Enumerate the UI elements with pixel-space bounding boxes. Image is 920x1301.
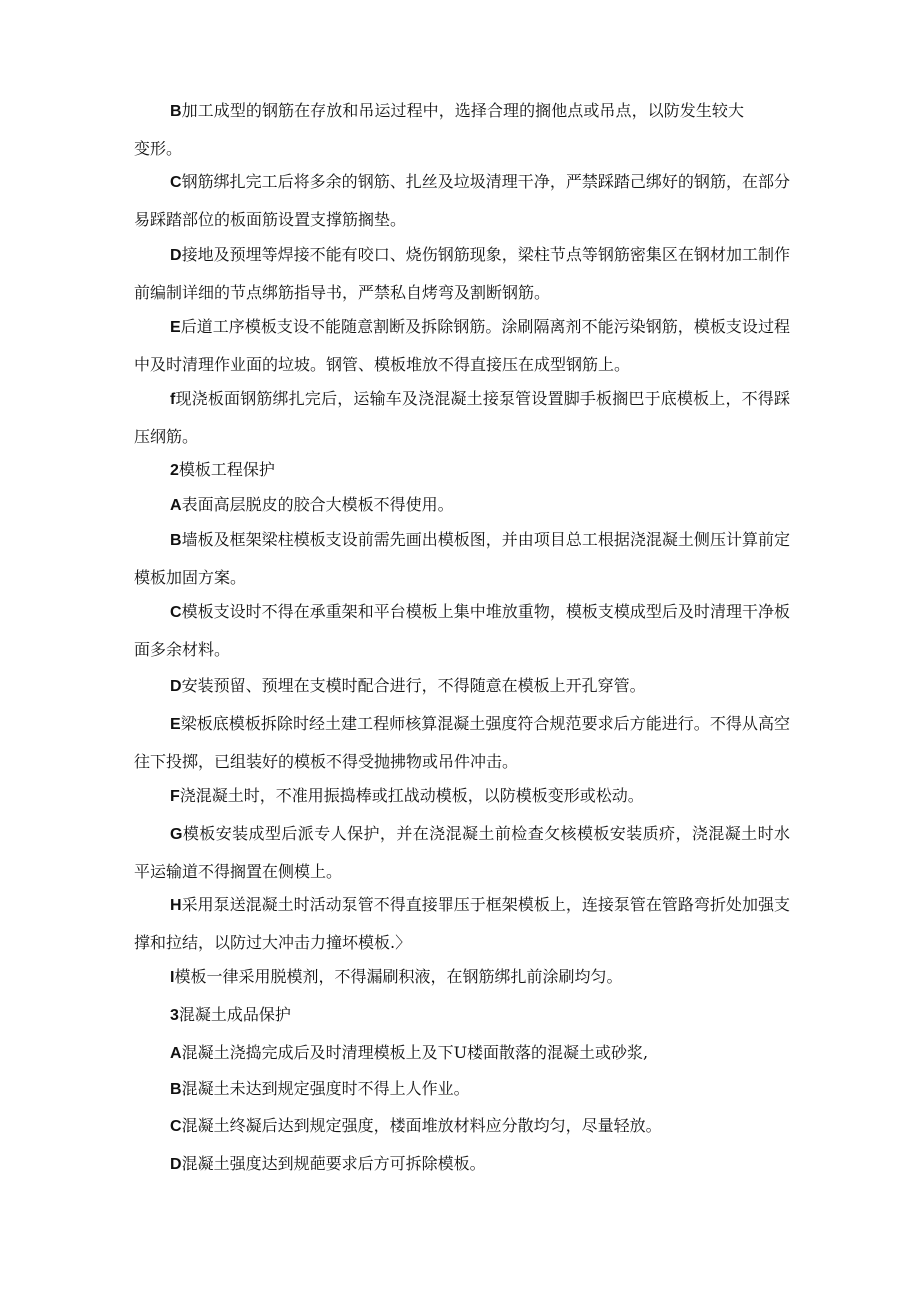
- paragraph-text: 混凝土未达到规定强度时不得上人作业。: [181, 1079, 470, 1098]
- paragraph-text: 现浇板面钢筋绑扎完后，运输车及浇混凝土接泵管设置脚手板搁巴于底模板上，不得踩压纲筋。: [134, 389, 790, 446]
- section-number: 2: [170, 462, 179, 479]
- paragraph-heavy-load: [134, 593, 790, 668]
- paragraph-strength-reached: [134, 1145, 790, 1183]
- paragraph-release-agent: [134, 958, 790, 996]
- paragraph-text: 混凝土强度达到规葩要求后方可拆除模板。: [181, 1154, 486, 1173]
- paragraph-embedded-parts: [134, 667, 790, 705]
- paragraph-text: 混凝土浇捣完成后及时清理模板上及下U楼面散落的混凝土或砂浆,: [181, 1043, 649, 1062]
- paragraph-final-setting: [134, 1107, 790, 1145]
- paragraph-no-walking: [134, 1070, 790, 1108]
- paragraph-label: C: [170, 604, 182, 621]
- paragraph-rebar-storage: [134, 92, 744, 167]
- paragraph-label: f: [170, 391, 176, 408]
- paragraph-text: 表面高层脱皮的胶合大模板不得使用。: [181, 495, 454, 514]
- paragraph-formwork-drawing: [134, 521, 790, 596]
- paragraph-text: 后道工序模板支设不能随意割断及拆除钢筋。涂刷隔离剂不能污染钢筋，模板支设过程中及时清理作业面的垃坡。钢管、模板堆放不得直接压在成型钢筋上。: [134, 317, 790, 374]
- paragraph-label: B: [170, 532, 182, 549]
- paragraph-label: B: [170, 1081, 182, 1098]
- paragraph-label: G: [170, 826, 183, 843]
- paragraph-text: 浇混凝土时，不准用振捣棒或扛战动模板，以防模板变形或松动。: [179, 786, 644, 805]
- paragraph-text: 模板安装成型后派专人保护，并在浇混凝土前检查攵核模板安装质疥，浇混凝土时水平运输道不得搁置在侧模上。: [134, 824, 790, 881]
- paragraph-plywood: [134, 486, 790, 524]
- paragraph-cleanup: [134, 1034, 790, 1072]
- paragraph-welding: [134, 236, 790, 311]
- paragraph-label: I: [170, 969, 175, 986]
- paragraph-text: 钢筋绑扎完工后将多余的钢筋、扎丝及垃圾清理干净，严禁踩踏己绑好的钢筋，在部分易踩踏部位的板面筋设置支撑筋搁垫。: [134, 172, 790, 229]
- paragraph-subsequent-process: [134, 308, 790, 383]
- paragraph-formwork-removal: [134, 705, 790, 780]
- paragraph-text: 梁板底模板拆除时经土建工程师核算混凝土强度符合规范要求后方能进行。不得从高空往下投掷，已组装好的模板不得受抛拂物或吊件冲击。: [134, 714, 790, 771]
- paragraph-text: 加工成型的钢筋在存放和吊运过程中，选择合理的搁他点或吊点，以防发生较大变形。: [134, 101, 744, 158]
- paragraph-label: C: [170, 1118, 182, 1135]
- paragraph-label: D: [170, 247, 182, 264]
- section-number: 3: [170, 1007, 179, 1024]
- paragraph-label: B: [170, 103, 182, 120]
- section-title: 混凝土成品保护: [178, 1005, 291, 1024]
- paragraph-label: C: [170, 174, 182, 191]
- section-title: 模板工程保护: [178, 460, 275, 479]
- paragraph-text: 混凝土终凝后达到规定强度，楼面堆放材料应分散均匀，尽量轻放。: [181, 1116, 662, 1135]
- paragraph-pump-pipe: [134, 886, 790, 961]
- paragraph-cast-slab: [134, 380, 790, 455]
- paragraph-text: 模板一律采用脱模剂，不得漏刷积液，在钢筋绑扎前涂刷均匀。: [174, 967, 623, 986]
- paragraph-label: D: [170, 1156, 182, 1173]
- paragraph-text: 接地及预埋等焊接不能有咬口、烧伤钢筋现象，梁柱节点等钢筋密集区在钢材加工制作前编制详细的节点绑筋指导书，严禁私自烤弯及割断钢筋。: [134, 245, 790, 302]
- paragraph-label: F: [170, 788, 180, 805]
- paragraph-label: H: [170, 897, 182, 914]
- paragraph-rebar-binding: [134, 163, 790, 238]
- paragraph-text: 模板支设时不得在承重架和平台模板上集中堆放重物，模板支模成型后及时清理干净板面多余材料。: [134, 602, 790, 659]
- section-heading-formwork: [134, 451, 790, 489]
- paragraph-text: 安装预留、预埋在支模时配合进行，不得随意在模板上开孔穿管。: [181, 676, 646, 695]
- paragraph-label: A: [170, 1045, 182, 1062]
- paragraph-dedicated-protection: [134, 815, 790, 890]
- section-heading-concrete: [134, 996, 790, 1034]
- paragraph-vibration: [134, 777, 790, 815]
- paragraph-label: E: [170, 319, 181, 336]
- paragraph-label: E: [170, 716, 181, 733]
- paragraph-label: D: [170, 678, 182, 695]
- paragraph-label: A: [170, 497, 182, 514]
- paragraph-text: 墙板及框架梁柱模板支设前需先画出模板图，并由项目总工根据浇混凝土侧压计算前定模板加固方案。: [134, 530, 790, 587]
- paragraph-text: 采用泵送混凝土时活动泵管不得直接罪压于框架模板上，连接泵管在管路弯折处加强支撑和拉结，以防过大冲击力撞坏模板.〉: [134, 895, 790, 952]
